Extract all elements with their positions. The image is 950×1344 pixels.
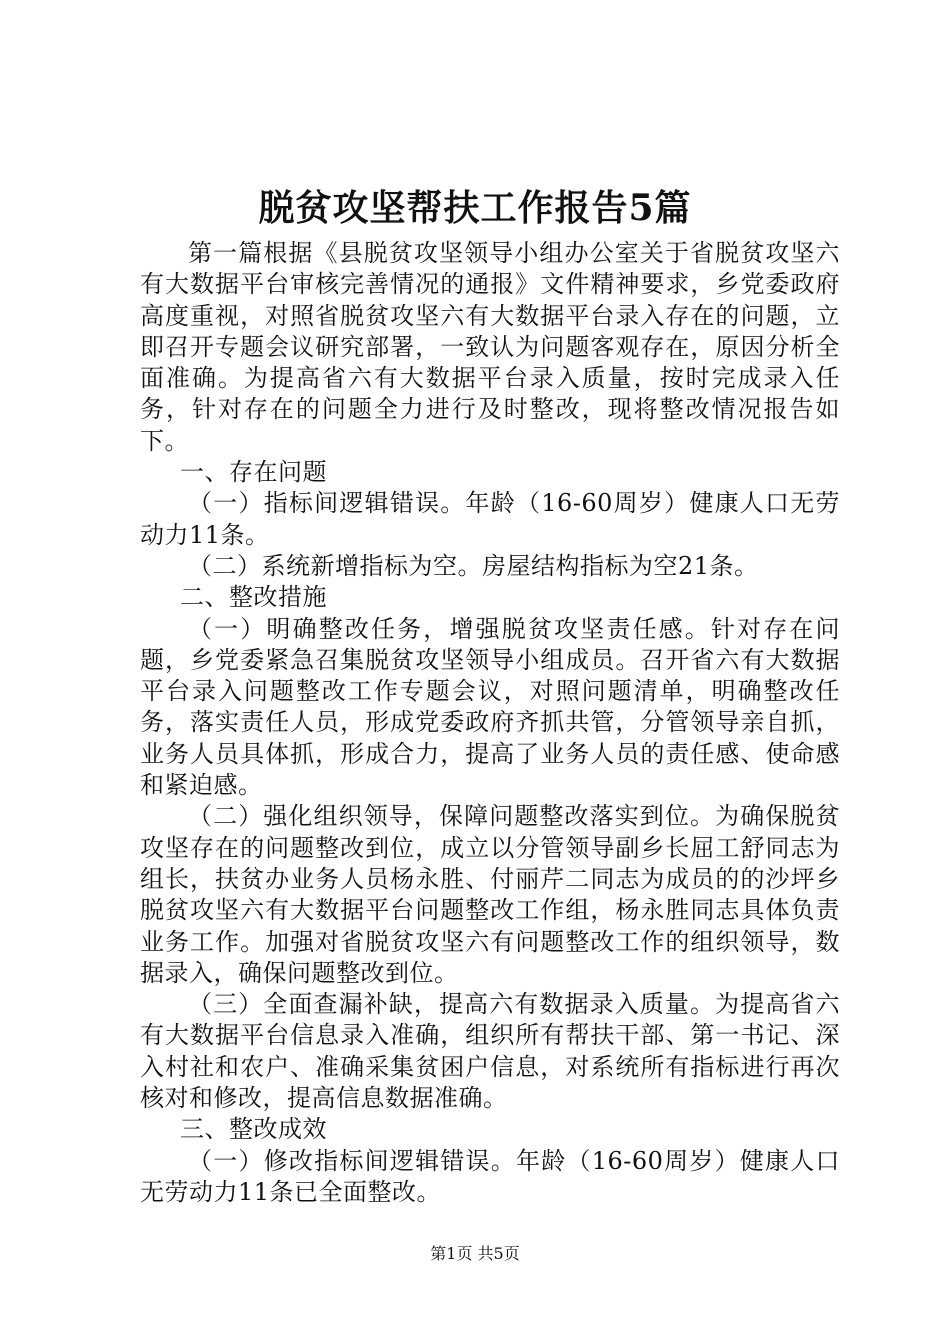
- measure-item-2: （二）强化组织领导，保障问题整改落实到位。为确保脱贫攻坚存在的问题整改到位，成立以分管领导副乡长屈工舒同志为组长，扶贫办业务人员杨永胜、付丽芹二同志为成员的的沙坪乡脱贫攻坚六有大数据平台问题整改工作组，杨永胜同志具体负责业务工作。加强对省脱贫攻坚六有问题整改工作的组织领导，数据录入，确保问题整改到位。: [140, 802, 840, 987]
- problem-item-2: （二）系统新增指标为空。房屋结构指标为空21条。: [188, 551, 759, 580]
- intro-paragraph: 第一篇根据《县脱贫攻坚领导小组办公室关于省脱贫攻坚六有大数据平台审核完善情况的通报》文件精神要求，乡党委政府高度重视，对照省脱贫攻坚六有大数据平台录入存在的问题，立即召开专题会议研究部署，一致认为问题客观存在，原因分析全面准确。为提高省六有大数据平台录入质量，按时完成录入任务，针对存在的问题全力进行及时整改，现将整改情况报告如下。: [140, 239, 840, 455]
- measure-item-3: （三）全面查漏补缺，提高六有数据录入质量。为提高省六有大数据平台信息录入准确，组织所有帮扶干部、第一书记、深入村社和农户、准确采集贫困户信息，对系统所有指标进行再次核对和修改，提高信息数据准确。: [140, 990, 840, 1113]
- result-item-1: （一）修改指标间逻辑错误。年龄（16-60周岁）健康人口无劳动力11条已全面整改。: [140, 1146, 840, 1206]
- problem-item-1: （一）指标间逻辑错误。年龄（16-60周岁）健康人口无劳动力11条。: [140, 489, 840, 549]
- document-body: [140, 238, 840, 1208]
- section-heading-results: 三、整改成效: [180, 1115, 327, 1144]
- section-heading-measures: 二、整改措施: [180, 583, 327, 612]
- measure-item-1: （一）明确整改任务，增强脱贫攻坚责任感。针对存在问题，乡党委紧急召集脱贫攻坚领导小组成员。召开省六有大数据平台录入问题整改工作专题会议，对照问题清单，明确整改任务，落实责任人员，形成党委政府齐抓共管，分管领导亲自抓，业务人员具体抓，形成合力，提高了业务人员的责任感、使命感和紧迫感。: [140, 614, 840, 800]
- section-heading-problems: 一、存在问题: [180, 458, 327, 487]
- document-title: 脱贫攻坚帮扶工作报告5篇: [258, 187, 692, 229]
- page-footer: 第1页 共5页: [430, 1244, 520, 1263]
